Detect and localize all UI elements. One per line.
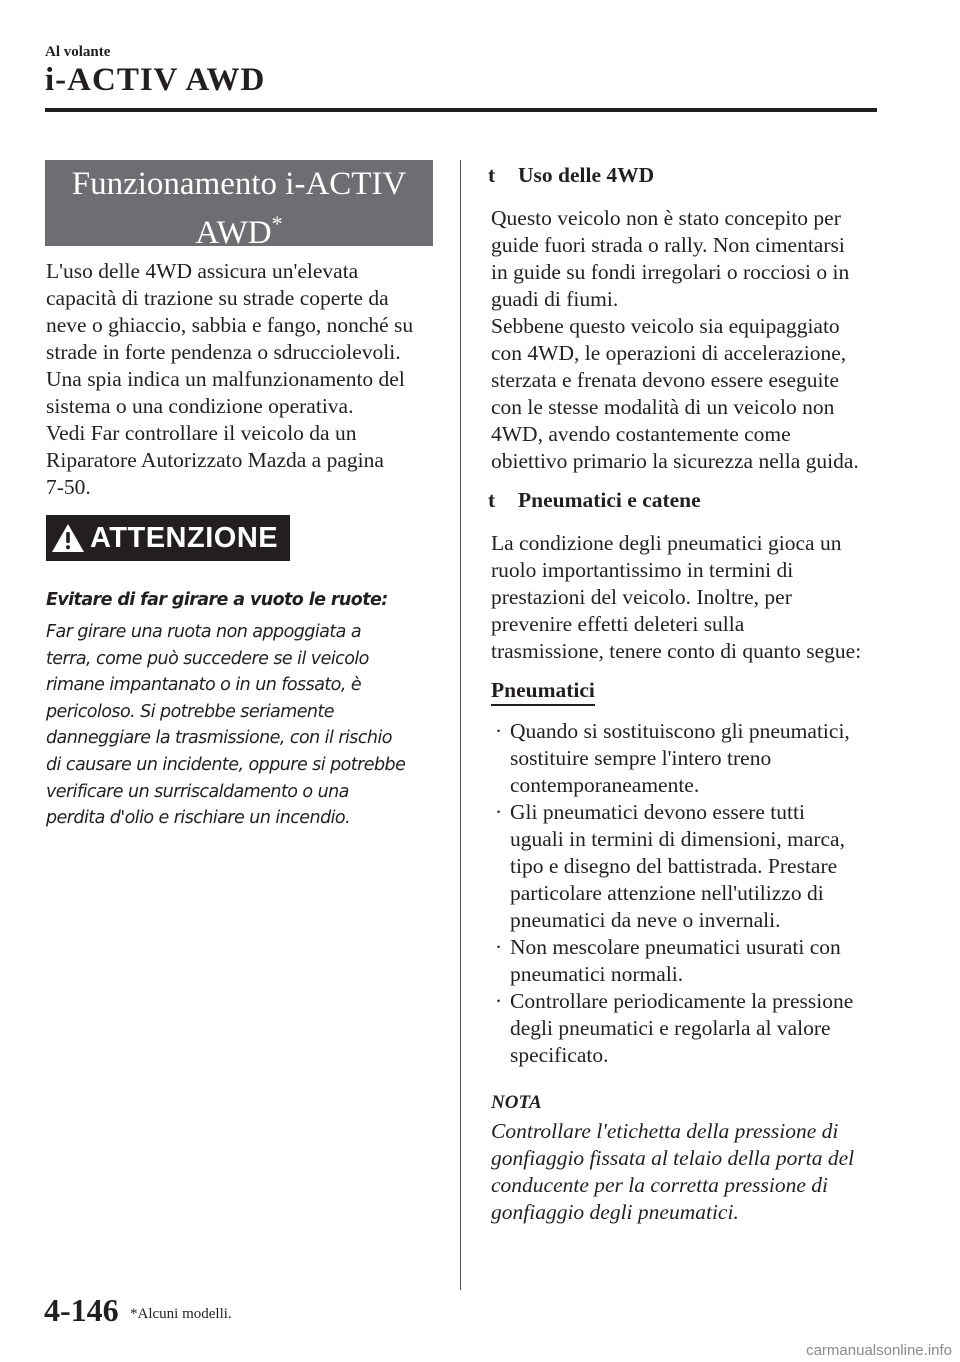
text-line: sistema o una condizione operativa.: [46, 394, 354, 418]
text-line: ruolo importantissimo in termini di: [491, 558, 794, 582]
text-line: in guide su fondi irregolari o rocciosi o in: [491, 260, 850, 284]
text-line: con 4WD, le operazioni di accelerazione,: [491, 341, 847, 365]
text-line: pneumatici normali.: [510, 962, 684, 986]
intro-paragraph: [46, 258, 446, 501]
nota-text: [491, 1118, 891, 1226]
text-line: Questo veicolo non è stato concepito per: [491, 206, 841, 230]
warning-body: [46, 619, 446, 832]
text-line: Sebbene questo veicolo sia equipaggiato: [491, 314, 840, 338]
text-line: guadi di fiumi.: [491, 287, 619, 311]
uso-paragraph: [491, 205, 891, 475]
text-line: con le stesse modalità di un veicolo non: [491, 395, 835, 419]
text-line: verificare un surriscaldamento o una: [46, 781, 349, 802]
list-item: [491, 718, 891, 799]
text-line: 4WD, avendo costantemente come: [491, 422, 791, 446]
list-item: [491, 799, 891, 934]
text-line: prestazioni del veicolo. Inoltre, per: [491, 585, 792, 609]
text-line: tipo e disegno del battistrada. Prestare: [510, 854, 838, 878]
section-marker-icon: t: [488, 163, 496, 187]
subsection-heading-uso: [488, 163, 654, 188]
text-line: · Controllare periodicamente la pressione: [510, 989, 854, 1013]
text-line: Far girare una ruota non appoggiata a: [46, 622, 361, 642]
subsection-title: Uso delle 4WD: [518, 163, 655, 187]
text-line: contemporaneamente.: [510, 773, 700, 797]
nota-label: NOTA: [491, 1092, 542, 1113]
warning-triangle-icon: [46, 515, 90, 561]
text-line: Vedi Far controllare il veicolo da un: [46, 421, 357, 445]
text-line: uguali in termini di dimensioni, marca,: [510, 827, 845, 851]
text-line: particolare attenzione nell'utilizzo di: [510, 881, 824, 905]
catene-paragraph: [491, 530, 891, 665]
subsection-heading-catene: [488, 488, 701, 513]
text-line: · Non mescolare pneumatici usurati con: [510, 935, 841, 959]
text-line: Riparatore Autorizzato Mazda a pagina: [46, 448, 384, 472]
footnote-asterisk: *: [271, 211, 283, 236]
text-line: La condizione degli pneumatici gioca un: [491, 531, 842, 555]
text-line: · Gli pneumatici devono essere tutti: [510, 800, 805, 824]
warning-heading: Evitare di far girare a vuoto le ruote:: [46, 590, 388, 610]
text-line: sostituire sempre l'intero treno: [510, 746, 772, 770]
text-line: specificato.: [510, 1043, 609, 1067]
text-line: trasmissione, tenere conto di quanto segue:: [491, 639, 862, 663]
section-title-awd: AWD: [195, 215, 272, 251]
text-line: neve o ghiaccio, sabbia e fango, nonché su: [46, 313, 414, 337]
text-line: Controllare l'etichetta della pressione di: [491, 1119, 839, 1143]
text-line: capacità di trazione su strade coperte da: [46, 286, 389, 310]
text-line: gonfiaggio degli pneumatici.: [491, 1200, 739, 1224]
warning-label: ATTENZIONE: [90, 521, 279, 554]
text-line: pericoloso. Si potrebbe seriamente: [46, 701, 334, 722]
chapter-title: i-ACTIV AWD: [45, 62, 266, 98]
text-line: conducente per la corretta pressione di: [491, 1173, 828, 1197]
text-line: guide fuori strada o rally. Non cimentarsi: [491, 233, 845, 257]
watermark: carmanualsonline.info: [806, 1342, 952, 1359]
page-number: 4-146: [44, 1292, 119, 1328]
text-line: sterzata e frenata devono essere eseguite: [491, 368, 839, 392]
text-line: terra, come può succedere se il veicolo: [46, 648, 369, 669]
column-divider: [460, 160, 461, 1290]
text-line: · Quando si sostituiscono gli pneumatici,: [510, 719, 850, 743]
text-line: danneggiare la trasmissione, con il rischio: [46, 728, 392, 749]
text-line: prevenire effetti deleteri sulla: [491, 612, 745, 636]
text-line: di causare un incidente, oppure si potrebbe: [46, 754, 406, 775]
section-title-line1: Funzionamento i-ACTIV: [71, 166, 407, 202]
text-line: perdita d'olio e rischiare un incendio.: [46, 808, 351, 829]
text-line: 7-50.: [46, 475, 91, 499]
text-line: strade in forte pendenza o sdrucciolevoli.: [46, 340, 401, 364]
text-line: gonfiaggio fissata al telaio della porta del: [491, 1146, 855, 1170]
text-line: pneumatici da neve o invernali.: [510, 908, 781, 932]
warning-banner: [46, 515, 290, 561]
header-rule: [45, 108, 877, 112]
text-line: rimane impantanato o in un fossato, è: [46, 675, 362, 696]
text-line: degli pneumatici e regolarla al valore: [510, 1016, 831, 1040]
text-line: Una spia indica un malfunzionamento del: [46, 367, 405, 391]
section-title-box: [45, 160, 433, 251]
section-marker-icon: t: [488, 488, 496, 512]
text-line: obiettivo primario la sicurezza nella guida.: [491, 449, 859, 473]
section-label: Al volante: [45, 44, 111, 60]
footnote: *Alcuni modelli.: [130, 1306, 232, 1322]
section-title-line2: [45, 204, 433, 253]
list-item: [491, 988, 891, 1069]
list-item: [491, 934, 891, 988]
subsection-title: Pneumatici e catene: [518, 488, 701, 512]
text-line: L'uso delle 4WD assicura un'elevata: [46, 259, 359, 283]
pneumatici-list: [491, 718, 891, 1069]
pneumatici-heading: Pneumatici: [491, 678, 595, 706]
